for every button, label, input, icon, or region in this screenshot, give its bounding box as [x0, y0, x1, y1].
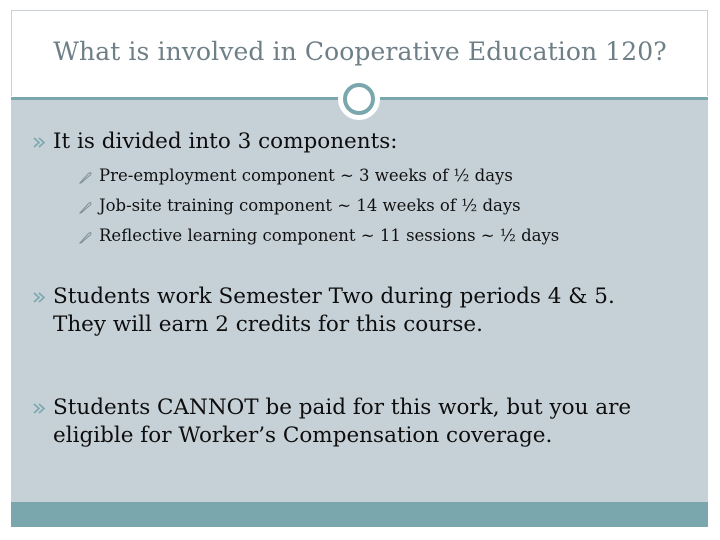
bullet-semester [31, 283, 701, 339]
bullet-item [31, 128, 701, 156]
bullet-compensation [31, 394, 701, 450]
bullet-components [31, 128, 701, 156]
footer-band [11, 502, 708, 527]
leaf-pen-bullet-icon [79, 171, 92, 184]
bullet-text-line1: Students work Semester Two during periods 4 & 5. [53, 284, 615, 309]
bullet-text-line1: Students CANNOT be paid for this work, but you are [53, 395, 632, 420]
sub-item [79, 161, 679, 191]
sub-item-text: Reflective learning component ~ 11 sessions ~ ½ days [99, 226, 560, 245]
double-chevron-bullet-icon [33, 403, 50, 414]
bullet-text-line2: They will earn 2 credits for this course. [53, 312, 483, 337]
leaf-pen-bullet-icon [79, 231, 92, 244]
bullet-item [31, 283, 701, 339]
slide-title: What is involved in Cooperative Education 120? [53, 37, 667, 66]
sub-list [79, 161, 679, 251]
sub-item-text: Job-site training component ~ 14 weeks of ½ days [99, 196, 521, 215]
double-chevron-bullet-icon [33, 137, 50, 148]
ring-ornament-inner [343, 83, 375, 115]
bullet-item [31, 394, 701, 450]
double-chevron-bullet-icon [33, 292, 50, 303]
sub-item [79, 221, 679, 251]
bullet-text-line2: eligible for Worker’s Compensation coverage. [53, 423, 553, 448]
sub-item-text: Pre-employment component ~ 3 weeks of ½ days [99, 166, 513, 185]
ring-ornament-icon [338, 78, 380, 120]
leaf-pen-bullet-icon [79, 201, 92, 214]
sub-item [79, 191, 679, 221]
bullet-text: It is divided into 3 components: [53, 129, 398, 154]
